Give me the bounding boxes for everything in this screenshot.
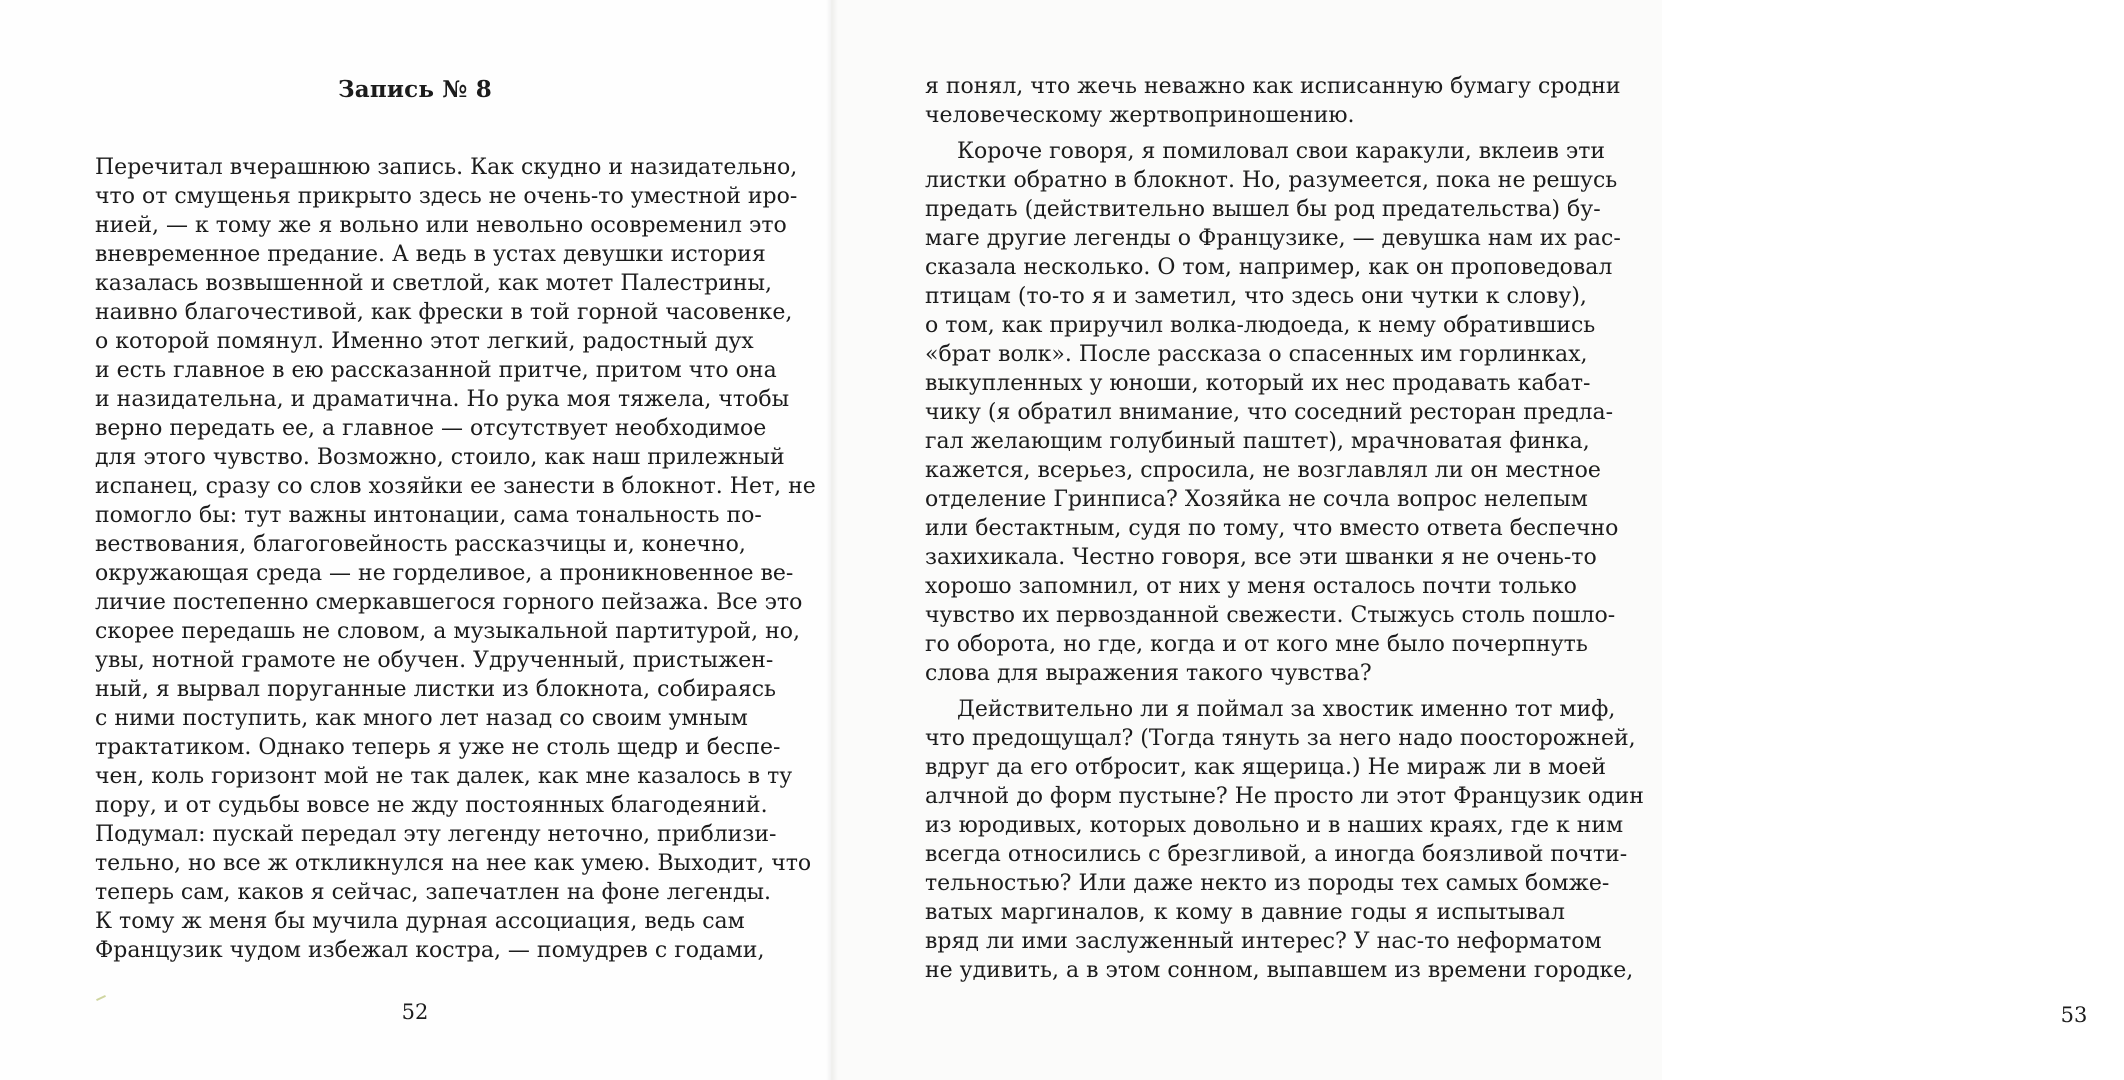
text-line: из юродивых, которых довольно и в наших краях, где к ним: [925, 813, 1624, 838]
text-line: хорошо запомнил, от них у меня осталось почти только: [925, 574, 1577, 599]
text-line: «брат волк». После рассказа о спасенных им горлинках,: [925, 342, 1588, 367]
paragraph-gap: [925, 130, 1565, 137]
left-page: [0, 0, 831, 1080]
text-line: пору, и от судьбы вовсе не жду постоянных благодеяний.: [95, 793, 768, 818]
text-line: захихикала. Честно говоря, все эти шванки я не очень-то: [925, 545, 1597, 570]
text-line: человеческому жертвоприношению.: [925, 103, 1355, 128]
text-line: личие постепенно смеркавшегося горного пейзажа. Все это: [95, 590, 803, 615]
text-line: я понял, что жечь неважно как исписанную бумагу сродни: [925, 74, 1621, 99]
text-line: го оборота, но где, когда и от кого мне было почерпнуть: [925, 632, 1588, 657]
text-line: и есть главное в ею рассказанной притче, притом что она: [95, 358, 777, 383]
text-line: с ними поступить, как много лет назад со своим умным: [95, 706, 748, 731]
text-line: верно передать ее, а главное — отсутствует необходимое: [95, 416, 767, 441]
text-line: вряд ли ими заслуженный интерес? У нас-то неформатом: [925, 929, 1602, 954]
paragraph: [925, 72, 1621, 130]
text-line: вествования, благоговейность рассказчицы и, конечно,: [95, 532, 746, 557]
paragraph-gap: [925, 688, 1565, 695]
paragraph: [925, 137, 1621, 688]
text-line: тельно, но все ж откликнулся на нее как умею. Выходит, что: [95, 851, 812, 876]
text-line: Французик чудом избежал костра, — помудрев с годами,: [95, 938, 765, 963]
page-number-left: 52: [401, 1000, 429, 1024]
pencil-mark: [96, 995, 106, 1001]
text-line: скорее передашь не словом, а музыкальной партитурой, но,: [95, 619, 800, 644]
text-line: тельностью? Или даже некто из породы тех самых бомже-: [925, 871, 1610, 896]
text-line: слова для выражения такого чувства?: [925, 661, 1372, 686]
text-line: алчной до форм пустыне? Не просто ли этот Французик один: [925, 784, 1644, 809]
text-line: для этого чувство. Возможно, стоило, как наш прилежный: [95, 445, 785, 470]
left-page-text: [95, 153, 816, 965]
text-line: предать (действительно вышел бы род предательства) бу-: [925, 197, 1601, 222]
text-line: казалась возвышенной и светлой, как мотет Палестрины,: [95, 271, 773, 296]
text-line: листки обратно в блокнот. Но, разумеется, пока не решусь: [925, 168, 1618, 193]
text-line: чен, коль горизонт мой не так далек, как мне казалось в ту: [95, 764, 793, 789]
text-line: чувство их первозданной свежести. Стыжусь столь пошло-: [925, 603, 1616, 628]
text-line: окружающая среда — не горделивое, а проникновенное ве-: [95, 561, 794, 586]
page-number-right: 53: [2060, 1003, 2088, 1027]
text-line: испанец, сразу со слов хозяйки ее занести в блокнот. Нет, не: [95, 474, 816, 499]
text-line: маге другие легенды о Французике, — девушка нам их рас-: [925, 226, 1621, 251]
text-line: нией, — к тому же я вольно или невольно осовременил это: [95, 213, 787, 238]
text-line: птицам (то-то я и заметил, что здесь они чутки к слову),: [925, 284, 1587, 309]
book-gutter: [826, 0, 838, 1080]
entry-heading: Запись № 8: [337, 76, 492, 103]
text-line: увы, нотной грамоте не обучен. Удрученный, пристыжен-: [95, 648, 774, 673]
text-line: Действительно ли я поймал за хвостик именно тот миф,: [957, 697, 1616, 722]
text-line: Перечитал вчерашнюю запись. Как скудно и назидательно,: [95, 155, 798, 180]
text-line: вдруг да его отбросит, как ящерица.) Не мираж ли в моей: [925, 755, 1607, 780]
text-line: чику (я обратил внимание, что соседний ресторан предла-: [925, 400, 1614, 425]
text-line: Короче говоря, я помиловал свои каракули, вклеив эти: [957, 139, 1606, 164]
text-line: отделение Гринписа? Хозяйка не сочла вопрос нелепым: [925, 487, 1588, 512]
text-line: или бестактным, судя по тому, что вместо ответа беспечно: [925, 516, 1619, 541]
text-line: что от смущенья прикрыто здесь не очень-то уместной иро-: [95, 184, 798, 209]
text-line: выкупленных у юноши, который их нес продавать кабат-: [925, 371, 1591, 396]
text-line: трактатиком. Однако теперь я уже не столь щедр и беспе-: [95, 735, 781, 760]
right-page-text: [925, 72, 1644, 985]
text-line: сказала несколько. О том, например, как он проповедовал: [925, 255, 1613, 280]
text-line: и назидательна, и драматична. Но рука моя тяжела, чтобы: [95, 387, 790, 412]
text-line: теперь сам, каков я сейчас, запечатлен на фоне легенды.: [95, 880, 771, 905]
text-line: всегда относились с брезгливой, а иногда боязливой почти-: [925, 842, 1628, 867]
text-line: что предощущал? (Тогда тянуть за него надо поосторожней,: [925, 726, 1636, 751]
text-line: не удивить, а в этом сонном, выпавшем из времени городке,: [925, 958, 1634, 983]
text-line: помогло бы: тут важны интонации, сама тональность по-: [95, 503, 762, 528]
text-line: вневременное предание. А ведь в устах девушки история: [95, 242, 766, 267]
text-line: о том, как приручил волка-людоеда, к нему обратившись: [925, 313, 1596, 338]
text-line: ный, я вырвал поруганные листки из блокнота, собираясь: [95, 677, 777, 702]
text-line: К тому ж меня бы мучила дурная ассоциация, ведь сам: [95, 909, 745, 934]
text-line: Подумал: пускай передал эту легенду неточно, приблизи-: [95, 822, 777, 847]
text-line: наивно благочестивой, как фрески в той горной часовенке,: [95, 300, 793, 325]
text-line: о которой помянул. Именно этот легкий, радостный дух: [95, 329, 754, 354]
paragraph: [925, 695, 1644, 985]
text-line: кажется, всерьез, спросила, не возглавлял ли он местное: [925, 458, 1601, 483]
text-line: ватых маргиналов, к кому в давние годы я испытывал: [925, 900, 1565, 925]
text-line: гал желающим голубиный паштет), мрачноватая финка,: [925, 429, 1590, 454]
